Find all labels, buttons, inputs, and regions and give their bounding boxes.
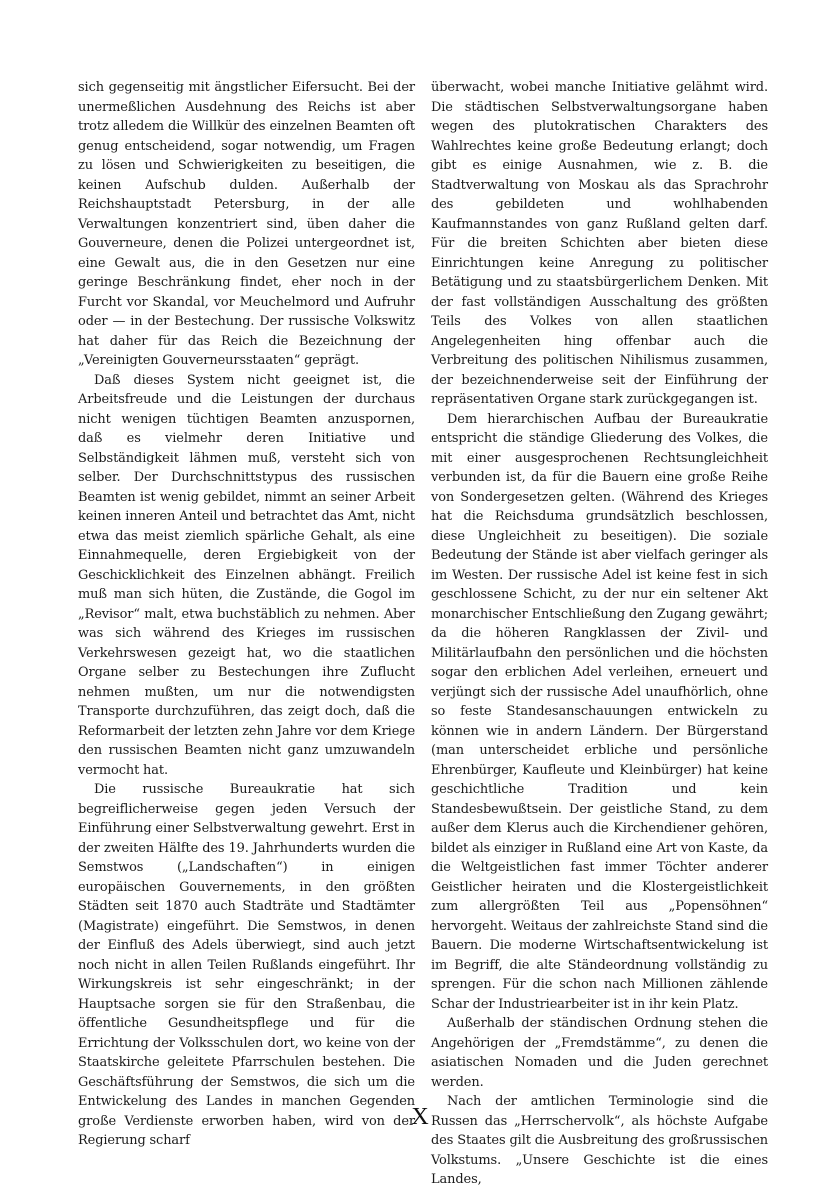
left-column bbox=[78, 78, 415, 1148]
paragraph: Daß dieses System nicht geeignet ist, die Arbeitsfreude und die Leistungen der durchaus nicht wenigen tüchtigen Beamten anzuspornen, daß es vielmehr deren Initiative und Selbständigkeit lähmen muß, versteht sich von selber. Der Durchschnittstypus des russischen Beamten ist wenig gebildet, nimmt an seiner Arbeit keinen inneren Anteil und betrachtet das Amt, nicht etwa das meist ziemlich spärliche Gehalt, als eine Einnahmequelle, deren Ergiebigkeit von der Geschicklichkeit des Einzelnen abhängt. Freilich muß man sich hüten, die Zustände, die Gogol im „Revisor“ malt, etwa buchstäblich zu nehmen. Aber was sich während des Krieges im russischen Verkehrswesen gezeigt hat, wo die staatlichen Organe selber zu Bestechungen ihre Zuflucht nehmen mußten, um nur die notwendigsten Transporte durchzuführen, das zeigt doch, daß die Reformarbeit der letzten zehn Jahre vor dem Kriege den russischen Beamten nicht ganz umzuwandeln vermocht hat. bbox=[78, 372, 415, 778]
paragraph: Nach der amtlichen Terminologie sind die Russen das „Herrschervolk“, als höchste Aufgabe des Staates gilt die Ausbreitung des großrussischen Volkstums. „Unsere Geschichte ist die eines Landes, bbox=[431, 1094, 768, 1187]
paragraph: Die russische Bureaukratie hat sich begreiflicherweise gegen jeden Versuch der Einführung einer Selbstverwaltung gewehrt. Erst in der zweiten Hälfte des 19. Jahrhunderts wurden die Semstwos („Landschaften“) in einigen europäischen Gouvernements, in den größten Städten seit 1870 auch Stadträte und Stadtämter (Magistrate) eingeführt. Die Semstwos, in denen der Einfluß des Adels überwiegt, sind auch jetzt noch nicht in allen Teilen Rußlands eingeführt. Ihr Wirkungskreis ist sehr eingeschränkt; in der Hauptsache sorgen sie für den Straßenbau, die öffentliche Gesundheitspflege und für die Errichtung der Volksschulen dort, wo keine von der Staatskirche geleitete Pfarrschulen bestehen. Die Geschäftsführung der Semstwos, die sich um die Entwickelung des Landes in manchen Gegenden große Verdienste erworben haben, wird von der Regierung scharf bbox=[78, 782, 415, 1148]
paragraph: sich gegenseitig mit ängstlicher Eifersucht. Bei der unermeßlichen Ausdehnung des Reichs ist aber trotz alledem die Willkür des einzelnen Beamten oft genug entscheidend, sogar notwendig, um Fragen zu lösen und Schwierigkeiten zu beseitigen, die keinen Aufschub dulden. Außerhalb der Reichshauptstadt Petersburg, in der alle Verwaltungen konzentriert sind, üben daher die Gouverneure, denen die Polizei untergeordnet ist, eine Gewalt aus, die in den Gesetzen nur eine geringe Beschränkung findet, eher noch in der Furcht vor Skandal, vor Meuchelmord und Aufruhr oder — in der Bestechung. Der russische Volkswitz hat daher für das Reich die Bezeichnung der „Vereinigten Gouverneursstaaten“ geprägt. bbox=[78, 80, 415, 368]
paragraph: überwacht, wobei manche Initiative gelähmt wird. Die städtischen Selbstverwaltungsorgane haben wegen des plutokratischen Charakters des Wahlrechtes keine große Bedeutung erlangt; doch gibt es einige Ausnahmen, wie z. B. die Stadtverwaltung von Moskau als das Sprachrohr des gebildeten und wohlhabenden Kaufmannstandes von ganz Rußland gelten darf. Für die breiten Schichten aber bieten diese Einrichtungen keine Anregung zu politischer Betätigung und zu staatsbürgerlichem Denken. Mit der fast vollständigen Ausschaltung des größten Teils des Volkes von allen staatlichen Angelegenheiten hing offenbar auch die Verbreitung des politischen Nihilismus zusammen, der bezeichnenderweise seit der Einführung der repräsentativen Organe stark zurückgegangen ist. bbox=[431, 80, 768, 407]
page-number: X bbox=[411, 1104, 429, 1130]
page bbox=[78, 78, 768, 1187]
right-column bbox=[431, 78, 768, 1187]
paragraph: Außerhalb der ständischen Ordnung stehen die Angehörigen der „Fremdstämme“, zu denen die asiatischen Nomaden und die Juden gerechnet werden. bbox=[431, 1016, 768, 1090]
paragraph: Dem hierarchischen Aufbau der Bureaukratie entspricht die ständige Gliederung des Volkes, die mit einer ausgesprochenen Rechtsungleichheit verbunden ist, da für die Bauern eine große Reihe von Sondergesetzen gelten. (Während des Krieges hat die Reichsduma grundsätzlich beschlossen, diese Ungleichheit zu beseitigen). Die soziale Bedeutung der Stände ist aber vielfach geringer als im Westen. Der russische Adel ist keine fest in sich geschlossene Schicht, zu der nur ein seltener Akt monarchischer Entschließung den Zugang gewährt; da die höheren Rangklassen der Zivil- und Militärlaufbahn den persönlichen und die höchsten sogar den erblichen Adel verleihen, erneuert und verjüngt sich der russische Adel unaufhörlich, ohne so feste Standesanschauungen entwickeln zu können wie in andern Ländern. Der Bürgerstand (man unterscheidet erbliche und persönliche Ehrenbürger, Kaufleute und Kleinbürger) hat keine geschichtliche Tradition und kein Standesbewußtsein. Der geistliche Stand, zu dem außer dem Klerus auch die Kirchendiener gehören, bildet als einziger in Rußland eine Art von Kaste, da die Weltgeistlichen fast immer Töchter anderer Geistlicher heiraten und die Klostergeistlichkeit zum allergrößten Teil aus „Popensöhnen“ hervorgeht. Weitaus der zahlreichste Stand sind die Bauern. Die moderne Wirtschaftsentwickelung ist im Begriff, die alte Ständeordnung vollständig zu sprengen. Für die schon nach Millionen zählende Schar der Industriearbeiter ist in ihr kein Platz. bbox=[431, 411, 768, 1012]
